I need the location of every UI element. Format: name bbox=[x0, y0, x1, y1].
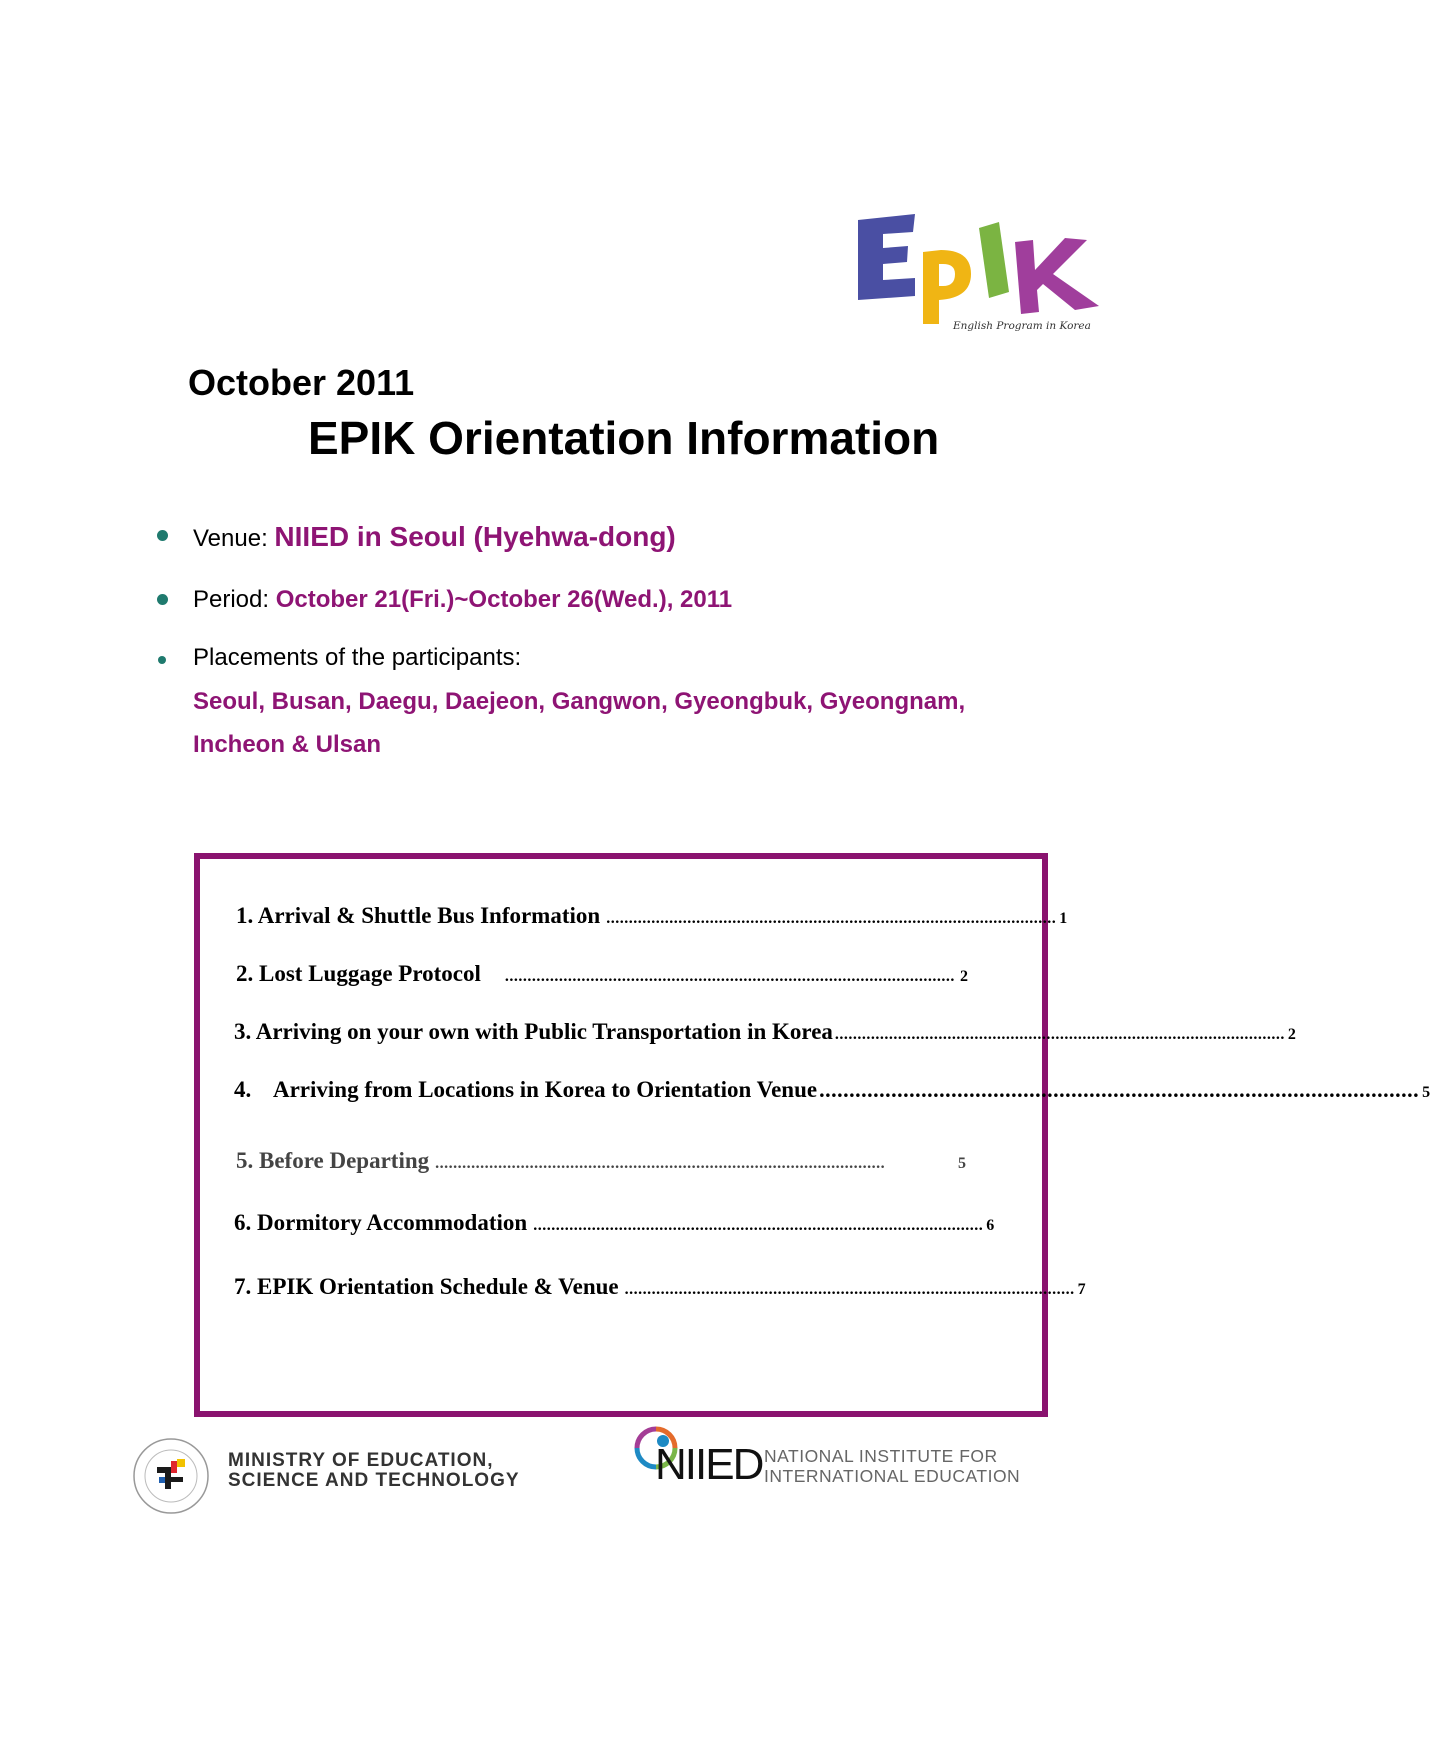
toc-item[interactable] bbox=[236, 961, 968, 987]
toc-item-label: 4. Arriving from Locations in Korea to Orientation Venue bbox=[234, 1077, 818, 1102]
toc-item[interactable] bbox=[236, 1148, 966, 1174]
toc-item-label: 6. Dormitory Accommodation bbox=[234, 1210, 528, 1235]
logo-tagline: English Program in Korea bbox=[953, 320, 1091, 332]
placements-label: Placements of the participants: bbox=[193, 644, 522, 671]
niied-wordmark: NIIED bbox=[655, 1440, 763, 1489]
epik-logo-graphic bbox=[853, 208, 1103, 338]
toc-item-label: 3. Arriving on your own with Public Transportation in Korea bbox=[234, 1019, 833, 1044]
toc-item-label: 2. Lost Luggage Protocol bbox=[236, 961, 481, 986]
ministry-name-line-1: MINISTRY OF EDUCATION, bbox=[228, 1450, 494, 1471]
toc-item-page: 2 bbox=[1287, 1026, 1296, 1043]
month-heading: October 2011 bbox=[188, 362, 415, 403]
page-title: EPIK Orientation Information bbox=[308, 412, 940, 464]
toc-item-label: 5. Before Departing bbox=[236, 1148, 430, 1173]
toc-item[interactable] bbox=[234, 1077, 1430, 1103]
toc-leader: .................................................................................................... bbox=[435, 1155, 886, 1172]
venue-line bbox=[193, 521, 676, 553]
toc-item-page: 2 bbox=[960, 968, 968, 985]
table-of-contents bbox=[194, 853, 1430, 1417]
bullet-icon bbox=[158, 656, 166, 664]
toc-item-page: 7 bbox=[1077, 1281, 1086, 1298]
bullet-icon bbox=[157, 594, 168, 605]
venue-value: NIIED in Seoul (Hyehwa-dong) bbox=[274, 521, 676, 552]
niied-name-line-1: NATIONAL INSTITUTE FOR bbox=[764, 1446, 998, 1466]
toc-item[interactable] bbox=[234, 1210, 995, 1236]
toc-leader: .................................................................................................... bbox=[624, 1281, 1075, 1298]
ministry-name-line-2: SCIENCE AND TECHNOLOGY bbox=[228, 1470, 520, 1491]
toc-leader: .................................................................................................... bbox=[834, 1026, 1285, 1043]
placements-line-2: Incheon & Ulsan bbox=[193, 731, 382, 758]
toc-item-label: 1. Arrival & Shuttle Bus Information bbox=[236, 903, 601, 928]
toc-item[interactable] bbox=[234, 1019, 1296, 1045]
period-line bbox=[193, 586, 732, 614]
toc-item-page: 5 bbox=[958, 1155, 966, 1172]
toc-item-page: 5 bbox=[1422, 1084, 1430, 1101]
period-value: October 21(Fri.)~October 26(Wed.), 2011 bbox=[275, 586, 733, 613]
ministry-seal-icon bbox=[132, 1437, 210, 1515]
toc-item-label: 7. EPIK Orientation Schedule & Venue bbox=[234, 1274, 619, 1299]
toc-item-page: 1 bbox=[1059, 910, 1068, 927]
toc-leader: .................................................................................................... bbox=[504, 968, 955, 985]
toc-leader: .................................................................................................... bbox=[819, 1077, 1420, 1102]
placements-line-1: Seoul, Busan, Daegu, Daejeon, Gangwon, Gyeongbuk, Gyeongnam, bbox=[193, 688, 966, 715]
venue-label: Venue: bbox=[193, 525, 275, 552]
toc-item-page: 6 bbox=[986, 1217, 995, 1234]
bullet-icon bbox=[157, 530, 168, 541]
epik-logo bbox=[853, 208, 1103, 338]
toc-item[interactable] bbox=[234, 1274, 1086, 1300]
toc-item[interactable] bbox=[236, 903, 1068, 929]
period-label: Period: bbox=[193, 586, 276, 613]
niied-name-line-2: INTERNATIONAL EDUCATION bbox=[764, 1466, 1021, 1486]
toc-leader: .................................................................................................... bbox=[606, 910, 1057, 927]
toc-leader: .................................................................................................... bbox=[533, 1217, 984, 1234]
